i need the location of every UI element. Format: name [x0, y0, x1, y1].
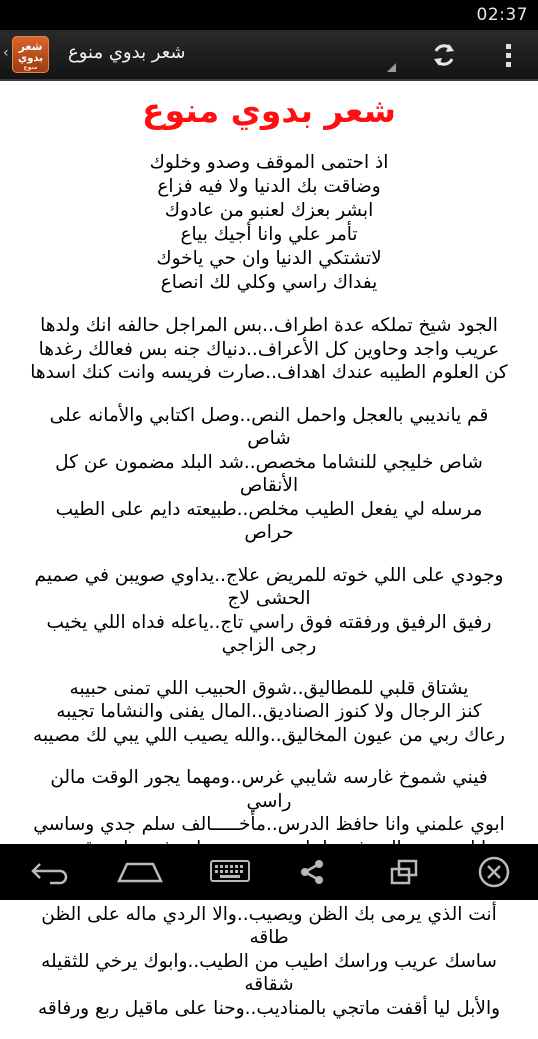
poem-line: كنز الرجال ولا كنوز الصناديق..المال يفنى والنشاما تجيبه [56, 701, 482, 722]
overflow-dot [506, 44, 511, 49]
poem-line: عريب واجد وحاوين كل الأعراف..دنياك جنه بس فعالك رغدها [38, 338, 500, 360]
keyboard-icon [209, 859, 251, 885]
poem-line: لاتشتكي الدنيا وان حي ياخوك [156, 248, 382, 269]
poem-line: والأبل ليا أقفت ماتجي بالمناديب..وحنا على ماقيل ربع ورفاقه [37, 997, 501, 1019]
overflow-dot [506, 53, 511, 58]
overflow-dot [506, 62, 511, 67]
share-button[interactable] [284, 850, 340, 894]
keyboard-button[interactable] [202, 850, 258, 894]
home-button[interactable] [112, 850, 168, 894]
app-icon-line: شعر [18, 40, 43, 53]
content-scroll[interactable] [0, 81, 538, 1019]
refresh-button[interactable] [420, 38, 468, 72]
poem-line: يفداك راسي وكلي لك انصاع [160, 272, 378, 293]
home-icon [117, 861, 163, 883]
share-icon [297, 857, 327, 887]
status-clock: 02:37 [476, 5, 528, 25]
poem-line: وضاقت بك الدنيا ولا فيه فزاع [157, 176, 381, 197]
poem-text [30, 151, 508, 1039]
poem-line: رفيق الرفيق ورفقته فوق راسي تاج..ياعله فداه اللي يخيب رجى الزاجي [46, 611, 492, 656]
action-bar-title: شعر بدوي منوع [68, 42, 186, 63]
spinner-indicator-icon[interactable] [387, 63, 396, 72]
poem-line: أنت الذي يرمى بك الظن ويصيب..والا الردي ماله على الظن طاقه [41, 903, 497, 948]
poem-line: اذ احتمى الموقف وصدو وخلوك [149, 152, 389, 173]
refresh-icon [430, 41, 458, 69]
stanza [30, 314, 508, 385]
close-app-button[interactable] [466, 850, 522, 894]
poem-line: الجود شيخ تملكه عدة اطراف..بس المراجل حالفه انك ولدها [40, 315, 498, 336]
poem-line: رعاك ربي من عيون المخاليق..والله يصيب اللي يبي لك مصيبه [33, 724, 505, 746]
status-bar [0, 0, 538, 30]
navigation-bar [0, 844, 538, 900]
back-icon [30, 860, 70, 884]
stanza [30, 677, 508, 748]
poem-line: ابشر بعزك لعنبو من عادوك [164, 200, 374, 221]
poem-line: وجودي على اللي خوته للمريض علاج..يداوي صويبن في صميم الحشى لاج [34, 564, 504, 609]
up-chevron-icon[interactable]: ‹ [3, 45, 9, 61]
overflow-menu-button[interactable] [488, 38, 528, 72]
app-icon[interactable] [12, 36, 49, 73]
poem-line: تأمر علي وانا أجيك بياع [180, 224, 358, 245]
poem-line: شاص خليجي للنشاما مخصص..شد البلد مضمون عن كل الأنقاص [55, 451, 483, 496]
stanza [30, 151, 508, 295]
app-icon-line: منوع [23, 64, 38, 71]
back-button[interactable] [22, 850, 78, 894]
action-bar [0, 30, 538, 81]
poem-line: يشتاق قلبي للمطاليق..شوق الحبيب اللي تمنى حبيبه [69, 677, 469, 699]
page-title: شعر بدوي منوع [142, 91, 396, 130]
window-button[interactable] [376, 850, 432, 894]
poem-line: فيني شموخ غارسه شايبي غرس..ومهما يجور الوقت مالن راسي [50, 767, 488, 812]
window-icon [389, 858, 419, 886]
poem-line: ساسك عريب وراسك اطيب من الطيب..وابوك يرخي للثقيله شقاقه [41, 950, 497, 995]
poem-line: قم يانديبي بالعجل واحمل النص..وصل اكتابي والأمانه على شاص [49, 404, 489, 449]
poem-line: ابوي علمني وانا حافظ الدرس..مأخـــــالف سلم جدي وساسي [33, 814, 505, 835]
stanza [30, 404, 508, 545]
poem-line: كن العلوم الطيبه عندك اهداف..صارت فريسه وانت كنك اسدها [30, 362, 508, 383]
app-icon-line: بدوي [18, 53, 43, 64]
stanza [30, 903, 508, 1021]
poem-line: مرسله لي يفعل الطيب مخلص..طبيعته دايم على الطيب حراص [55, 498, 483, 543]
close-icon [477, 855, 511, 889]
stanza [30, 564, 508, 658]
